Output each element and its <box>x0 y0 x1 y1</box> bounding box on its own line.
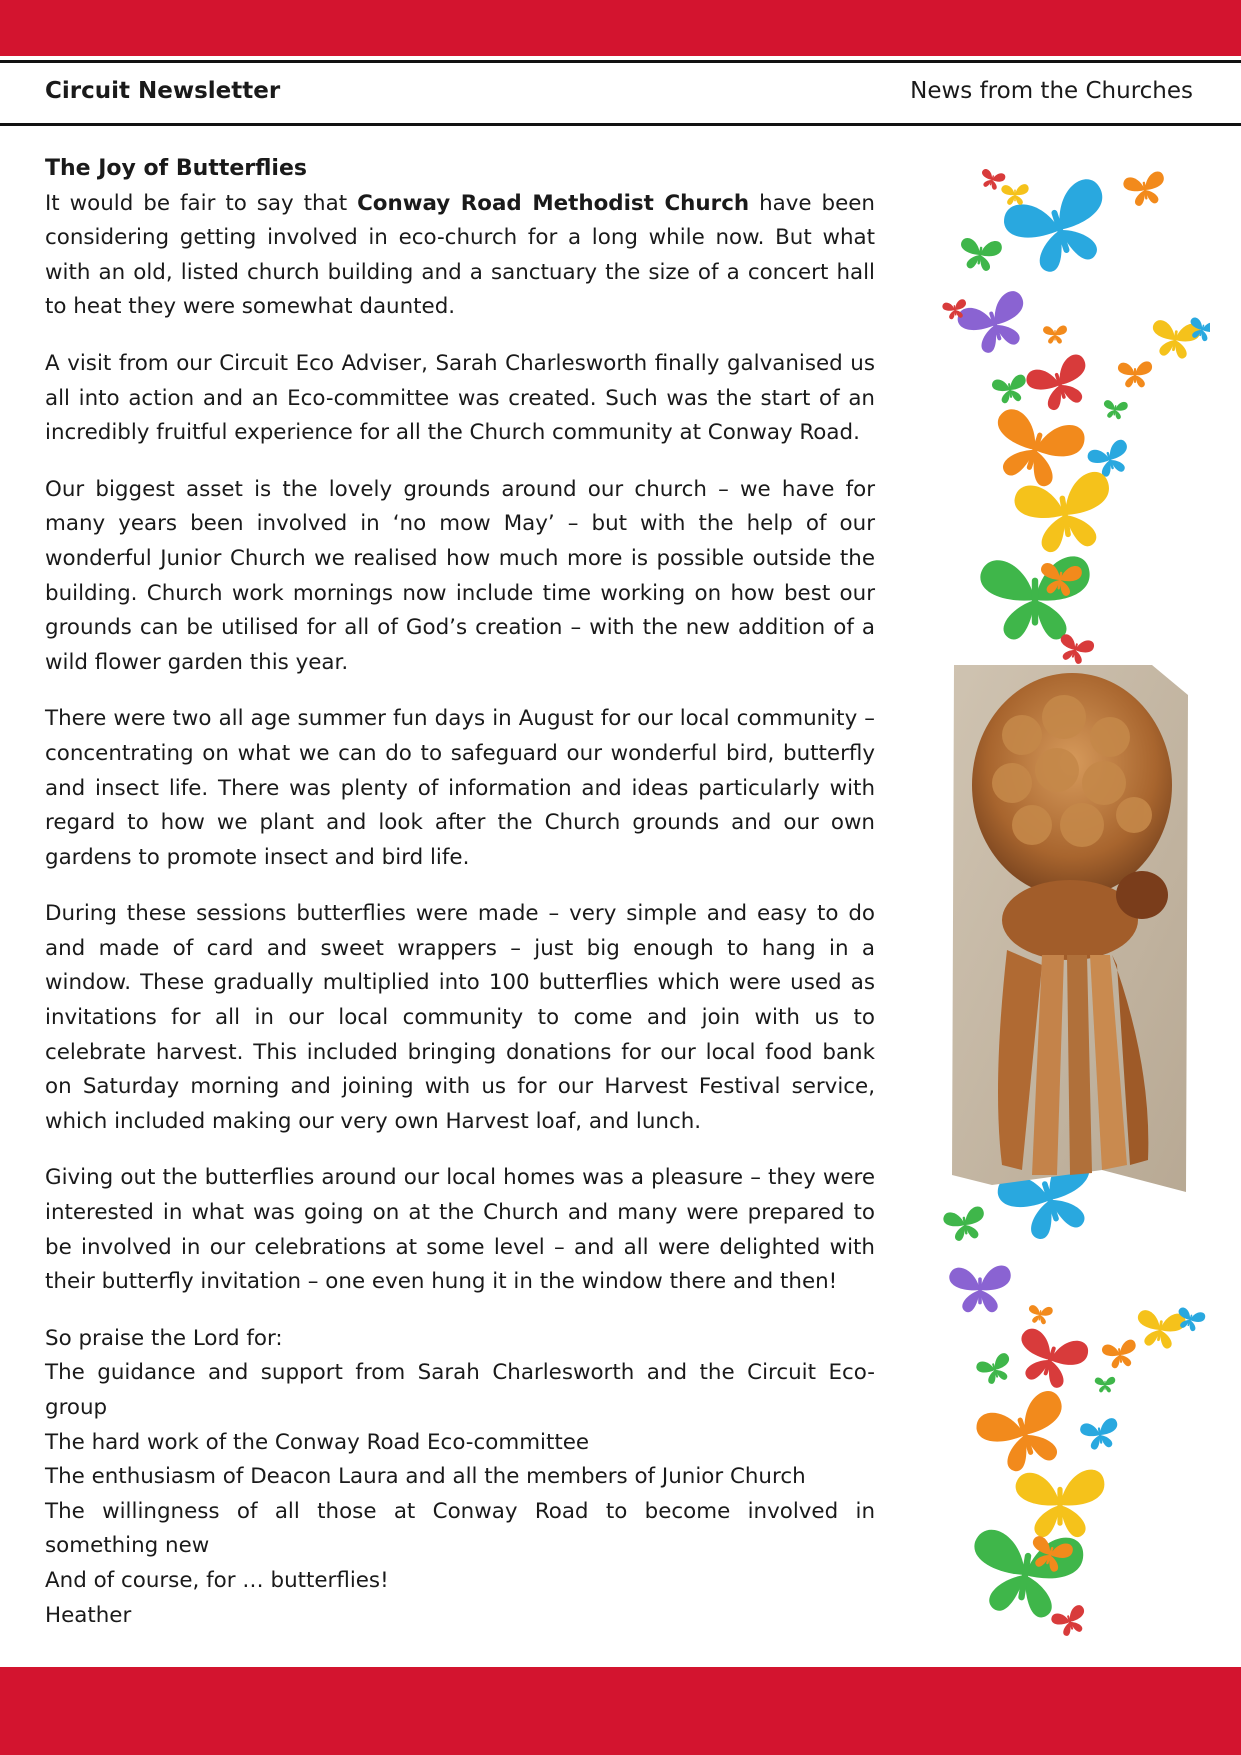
butterfly-icon <box>991 374 1029 405</box>
butterfly-icon <box>1095 1377 1115 1393</box>
butterfly-icon <box>954 289 1035 360</box>
page-header <box>45 78 1193 108</box>
butterfly-icon <box>1050 1604 1091 1639</box>
header-rule-bottom <box>0 123 1241 126</box>
harvest-loaf-photo <box>952 665 1190 1192</box>
butterfly-icon <box>965 1523 1086 1622</box>
butterfly-icon <box>957 236 1002 273</box>
praise-intro: So praise the Lord for: <box>45 1325 283 1351</box>
butterfly-icon <box>1010 1324 1091 1395</box>
butterfly-icon <box>983 403 1088 495</box>
praise-item: The guidance and support from Sarah Charlesworth and the Circuit Eco-group <box>45 1360 875 1420</box>
butterfly-icon <box>1079 1417 1121 1451</box>
butterfly-icon <box>1101 1339 1139 1370</box>
paragraph-5: During these sessions butterflies were made – very simple and easy to do and made of card and sweet wrappers – just big enough to hang in a window. These gradually multiplied into 100 butterflies which were used as invitations for all in our local community to come and join with us to celebrate harvest. This included bringing donations for our local food bank on Saturday morning and joining with us for our Harvest Festival service, which included making our very own Harvest loaf, and lunch. <box>45 901 875 1134</box>
butterfly-icon <box>1122 171 1167 208</box>
butterfly-icon <box>942 1206 987 1243</box>
paragraph-2: A visit from our Circuit Eco Adviser, Sarah Charlesworth finally galvanised us all into action and an Eco-committee was created. Such was the start of an incredibly fruitful experience for all the Church community at Conway Road. <box>45 350 875 446</box>
paragraph-4: There were two all age summer fun days in August for our local community – concentrating on what we can do to safeguard our wonderful bird, butterfly and insect life. There was plenty of information and ideas particularly with regard to how we plant and look after the Church grounds and our own gardens to promote insect and bird life. <box>45 706 875 870</box>
butterfly-icon <box>1001 184 1028 205</box>
paragraph-6: Giving out the butterflies around our local homes was a pleasure – they were interested in what was going on at the Church and many were prepared to be involved in our celebrations at some level – and all were delighted with their butterfly invitation – one even hung it in the window there and then! <box>45 1165 875 1295</box>
signature: Heather <box>45 1602 132 1628</box>
butterfly-icon <box>949 1265 1010 1312</box>
butterfly-icon <box>1016 1470 1105 1538</box>
church-name: Conway Road Methodist Church <box>357 190 750 216</box>
top-red-band <box>0 0 1241 56</box>
praise-item: And of course, for … butterflies! <box>45 1567 389 1593</box>
butterfly-icon <box>1118 361 1152 387</box>
praise-item: The willingness of all those at Conway Road to become involved in something new <box>45 1498 875 1559</box>
article <box>45 152 875 1633</box>
butterfly-icon <box>1102 399 1128 421</box>
butterfly-icon <box>1012 470 1118 557</box>
butterfly-icon <box>972 1388 1077 1480</box>
praise-item: The enthusiasm of Deacon Laura and all the members of Junior Church <box>45 1464 806 1490</box>
praise-list <box>45 1322 875 1633</box>
butterfly-icon <box>1043 325 1067 343</box>
butterfly-icon <box>1023 352 1096 415</box>
article-title: The Joy of Butterflies <box>45 156 307 181</box>
header-rule-top <box>0 60 1241 63</box>
paragraph-3: Our biggest asset is the lovely grounds around our church – we have for many years been involved in ‘no mow May’ – but with the help of our wonderful Junior Church we realised how much more is possible outside the building. Church work mornings now include time working on how best our grounds can be utilised for all of God’s creation – with the new addition of a wild flower garden this year. <box>45 476 875 675</box>
butterfly-icon <box>975 1352 1016 1387</box>
side-illustration <box>940 160 1210 1640</box>
paragraph-1-lead: It would be fair to say that <box>45 190 358 216</box>
butterfly-icon <box>1134 1307 1187 1350</box>
paragraph-1 <box>45 187 875 325</box>
section-title: News from the Churches <box>910 78 1193 104</box>
butterfly-icon <box>1027 1304 1053 1326</box>
praise-item: The hard work of the Conway Road Eco-committee <box>45 1429 590 1455</box>
paragraph-1-rest: have been considering getting involved in eco-church for a long while now. But what with an old, listed church building and a sanctuary the size of a concert hall to heat they were somewhat daunted. <box>45 190 875 320</box>
newsletter-title: Circuit Newsletter <box>45 78 281 104</box>
bottom-red-band <box>0 1667 1241 1755</box>
